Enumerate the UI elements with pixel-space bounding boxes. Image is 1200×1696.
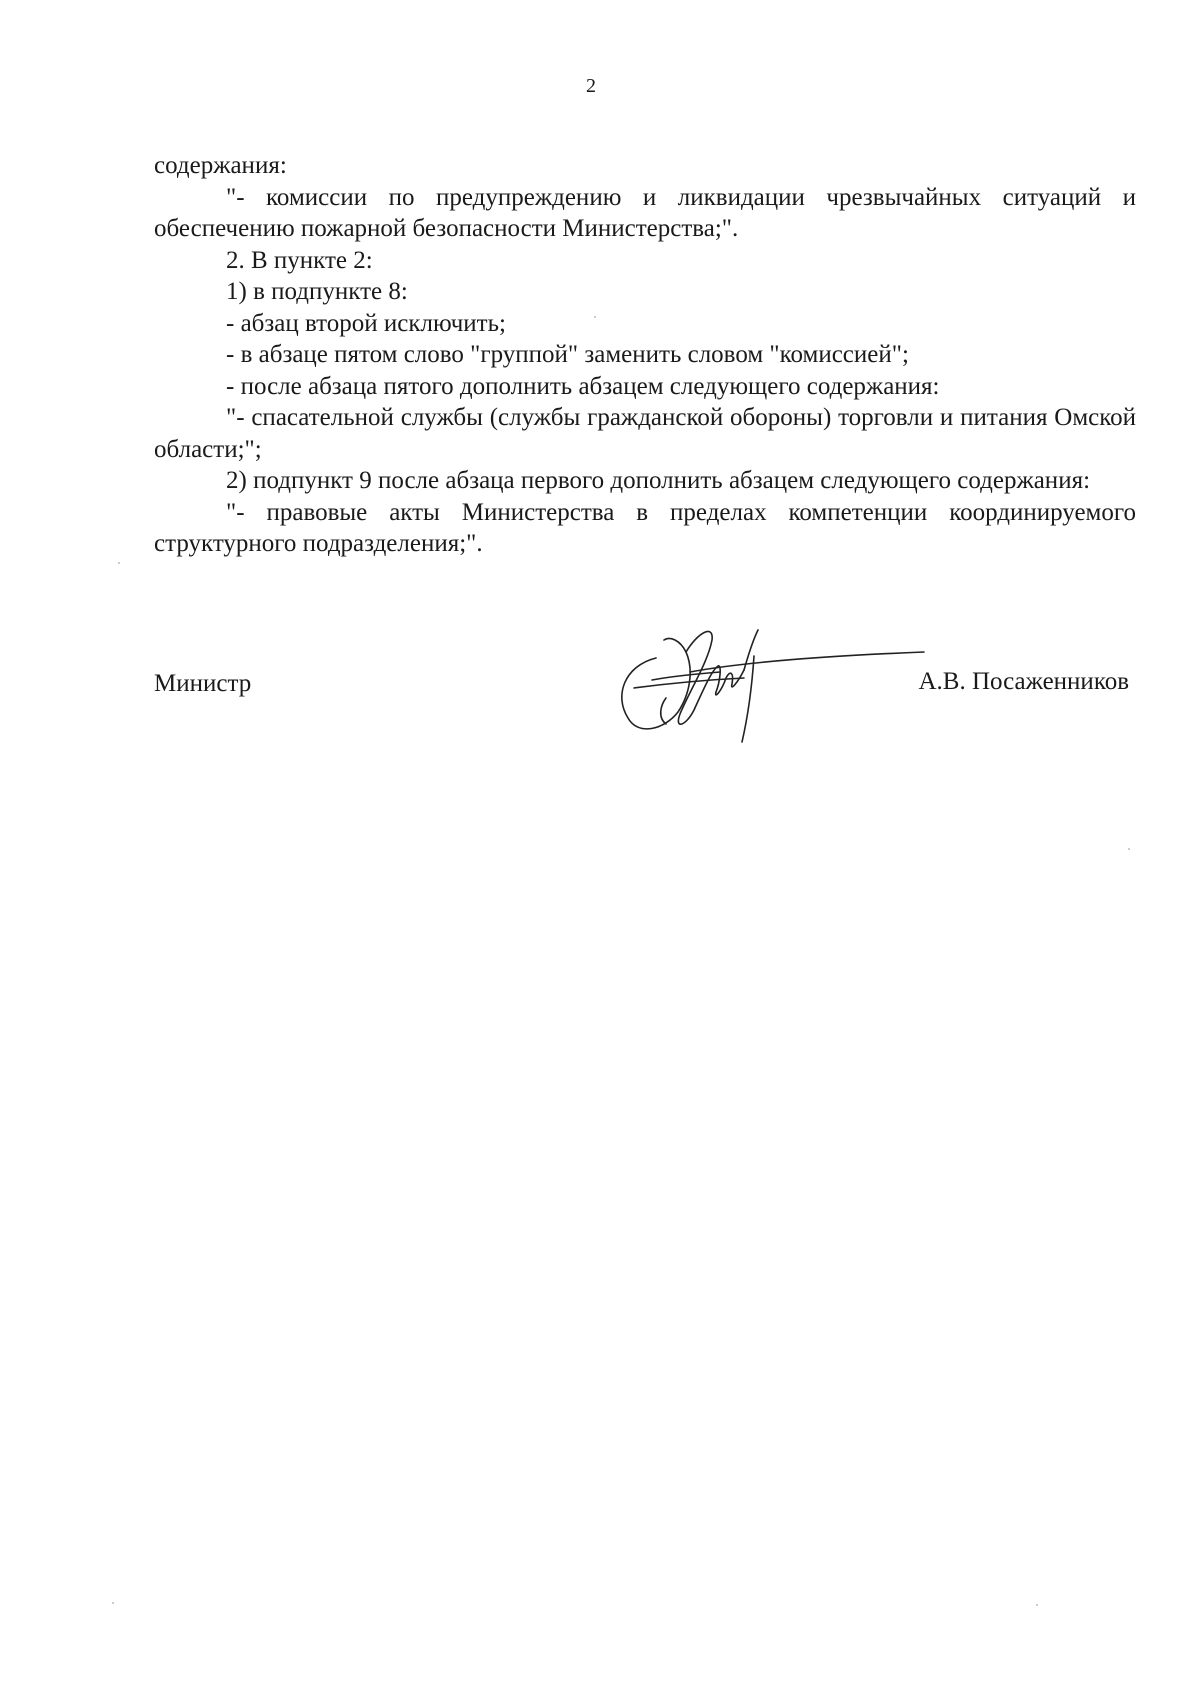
paragraph: - в абзаце пятом слово "группой" заменить словом "комиссией"; [226, 341, 909, 368]
paragraph: - после абзаца пятого дополнить абзацем следующего содержания: [226, 372, 940, 400]
paragraph: содержания: [154, 152, 287, 179]
paragraph: 1) в подпункте 8: [226, 278, 408, 305]
page-number: 2 [586, 75, 596, 97]
scan-speck [118, 562, 120, 564]
paragraph: "- комиссии по предупреждению и ликвидации чрезвычайных ситуаций и обеспечению пожарной безопасности Министерства;". [154, 183, 1136, 242]
scan-speck [1128, 848, 1130, 850]
signatory-position: Министр [154, 670, 252, 697]
paragraph: - абзац второй исключить; [226, 309, 506, 337]
paragraph: "- правовые акты Министерства в пределах компетенции координируемого структурного подразделения;". [154, 498, 1136, 557]
paragraph: 2) подпункт 9 после абзаца первого дополнить абзацем следующего содержания: [226, 467, 1091, 494]
scan-speck [594, 316, 596, 318]
signatory-name: А.В. Посаженников [918, 668, 1129, 695]
scan-speck [112, 1602, 114, 1604]
signature-block [154, 626, 1129, 746]
handwritten-signature [594, 626, 974, 746]
paragraph: "- спасательной службы (службы гражданской обороны) торговли и питания Омской области;"; [154, 404, 1136, 463]
paragraph: 2. В пункте 2: [226, 246, 373, 274]
scan-speck [1036, 1604, 1038, 1606]
document-body [154, 150, 1136, 560]
